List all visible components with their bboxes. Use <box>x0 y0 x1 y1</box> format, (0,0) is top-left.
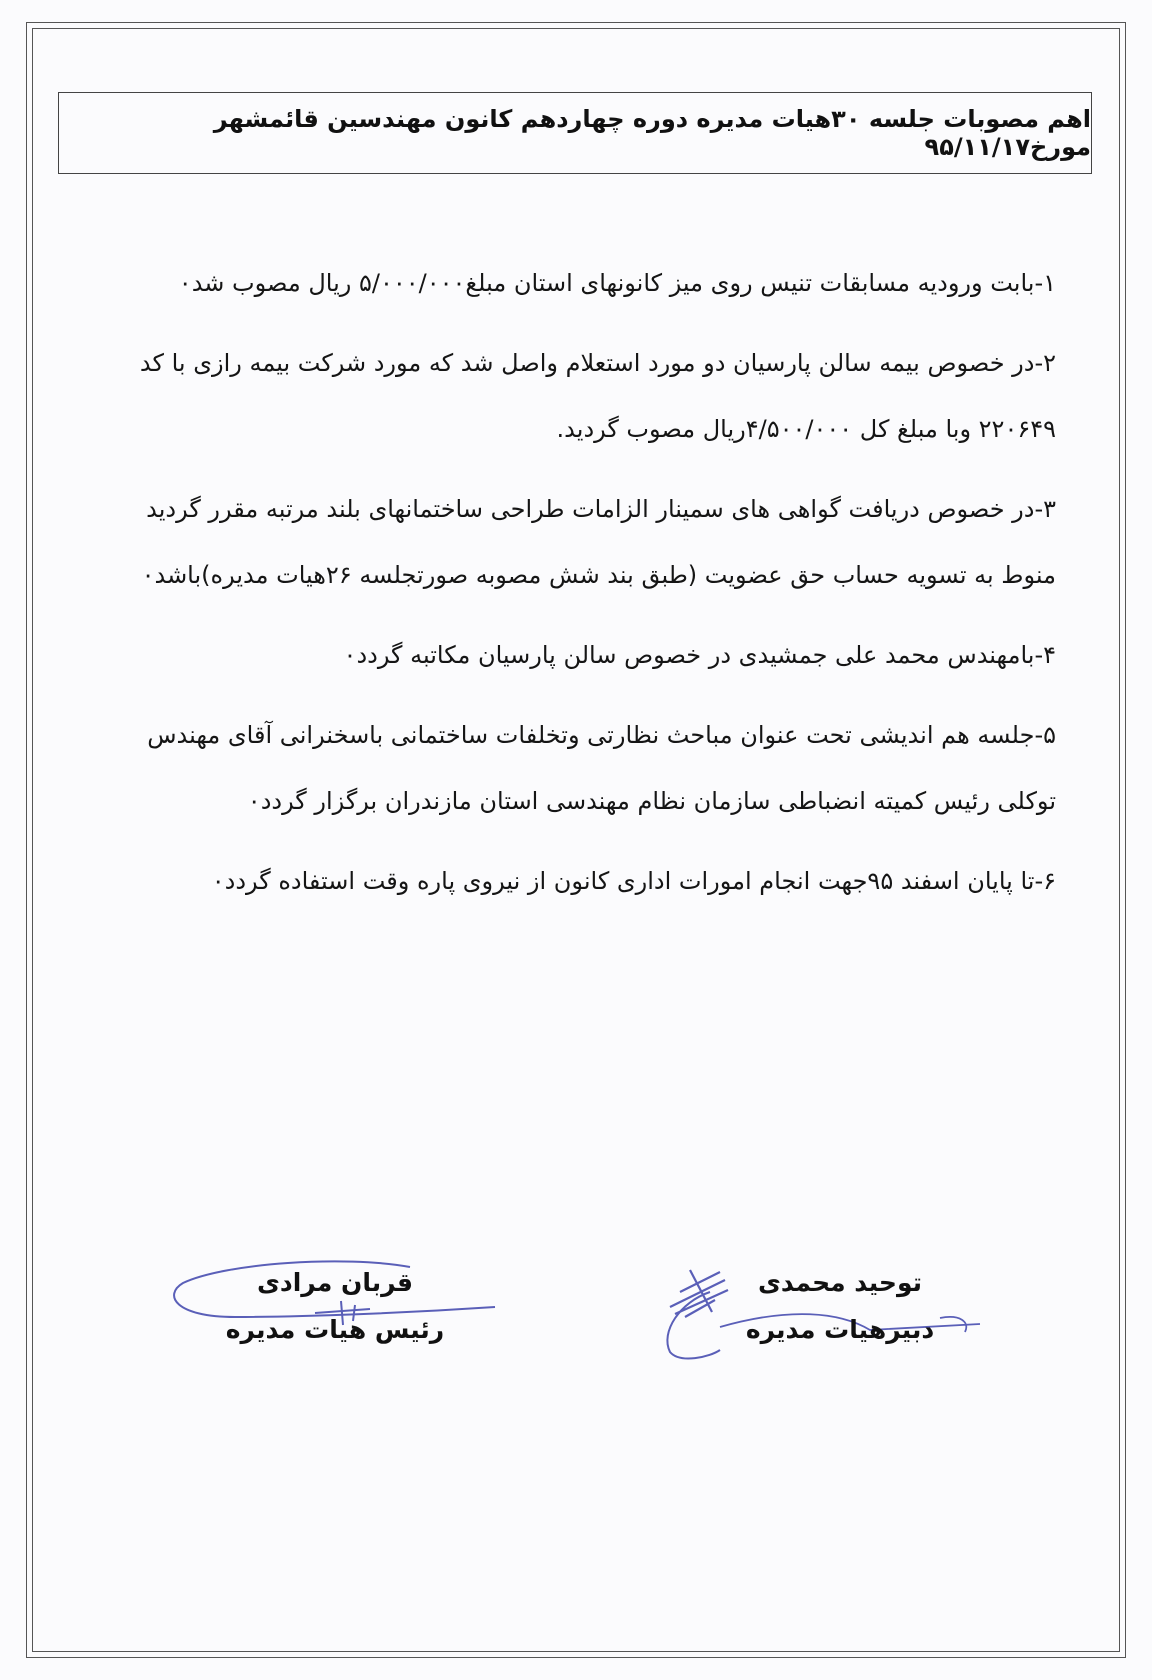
resolution-item-4: ۴-بامهندس محمد علی جمشیدی در خصوص سالن پارسیان مکاتبه گردد۰ <box>343 641 1056 669</box>
signatory-name-left: قربان مرادی <box>256 1268 414 1297</box>
resolution-item-1: ۱-بابت ورودیه مسابقات تنیس روی میز کانونهای استان مبلغ۵/۰۰۰/۰۰۰ ریال مصوب شد۰ <box>178 269 1056 297</box>
resolutions-list <box>118 250 1056 928</box>
signature-block-right <box>720 1268 960 1344</box>
title-box <box>58 92 1092 174</box>
signature-block-left <box>190 1268 480 1344</box>
resolution-item-3: ۳-در خصوص دریافت گواهی های سمینار الزامات طراحی ساختمانهای بلند مرتبه مقرر گردید منوط به تسویه حساب حق عضویت (طبق بند شش مصوبه صورتجلسه ۲۶هیات مدیره)باشد۰ <box>141 495 1056 589</box>
signatory-role-right: دبیرهیات مدیره <box>745 1315 935 1344</box>
resolution-item-5: ۵-جلسه هم اندیشی تحت عنوان مباحث نظارتی وتخلفات ساختمانی باسخنرانی آقای مهندس توکلی رئیس کمیته انضباطی سازمان نظام مهندسی استان مازندران برگزار گردد۰ <box>147 721 1056 815</box>
signatory-name-right: توحید محمدی <box>757 1268 923 1297</box>
signatory-role-left: رئیس هیات مدیره <box>225 1315 445 1344</box>
document-title: اهم مصوبات جلسه ۳۰هیات مدیره دوره چهاردهم کانون مهندسین قائمشهر مورخ۹۵/۱۱/۱۷ <box>213 105 1091 161</box>
resolution-item-6: ۶-تا پایان اسفند ۹۵جهت انجام امورات اداری کانون از نیروی پاره وقت استفاده گردد۰ <box>211 867 1056 895</box>
resolution-item-2: ۲-در خصوص بیمه سالن پارسیان دو مورد استعلام واصل شد که مورد شرکت بیمه رازی با کد ۲۲۰۶۴۹ وبا مبلغ کل ۴/۵۰۰/۰۰۰ریال مصوب گردید. <box>139 349 1056 443</box>
